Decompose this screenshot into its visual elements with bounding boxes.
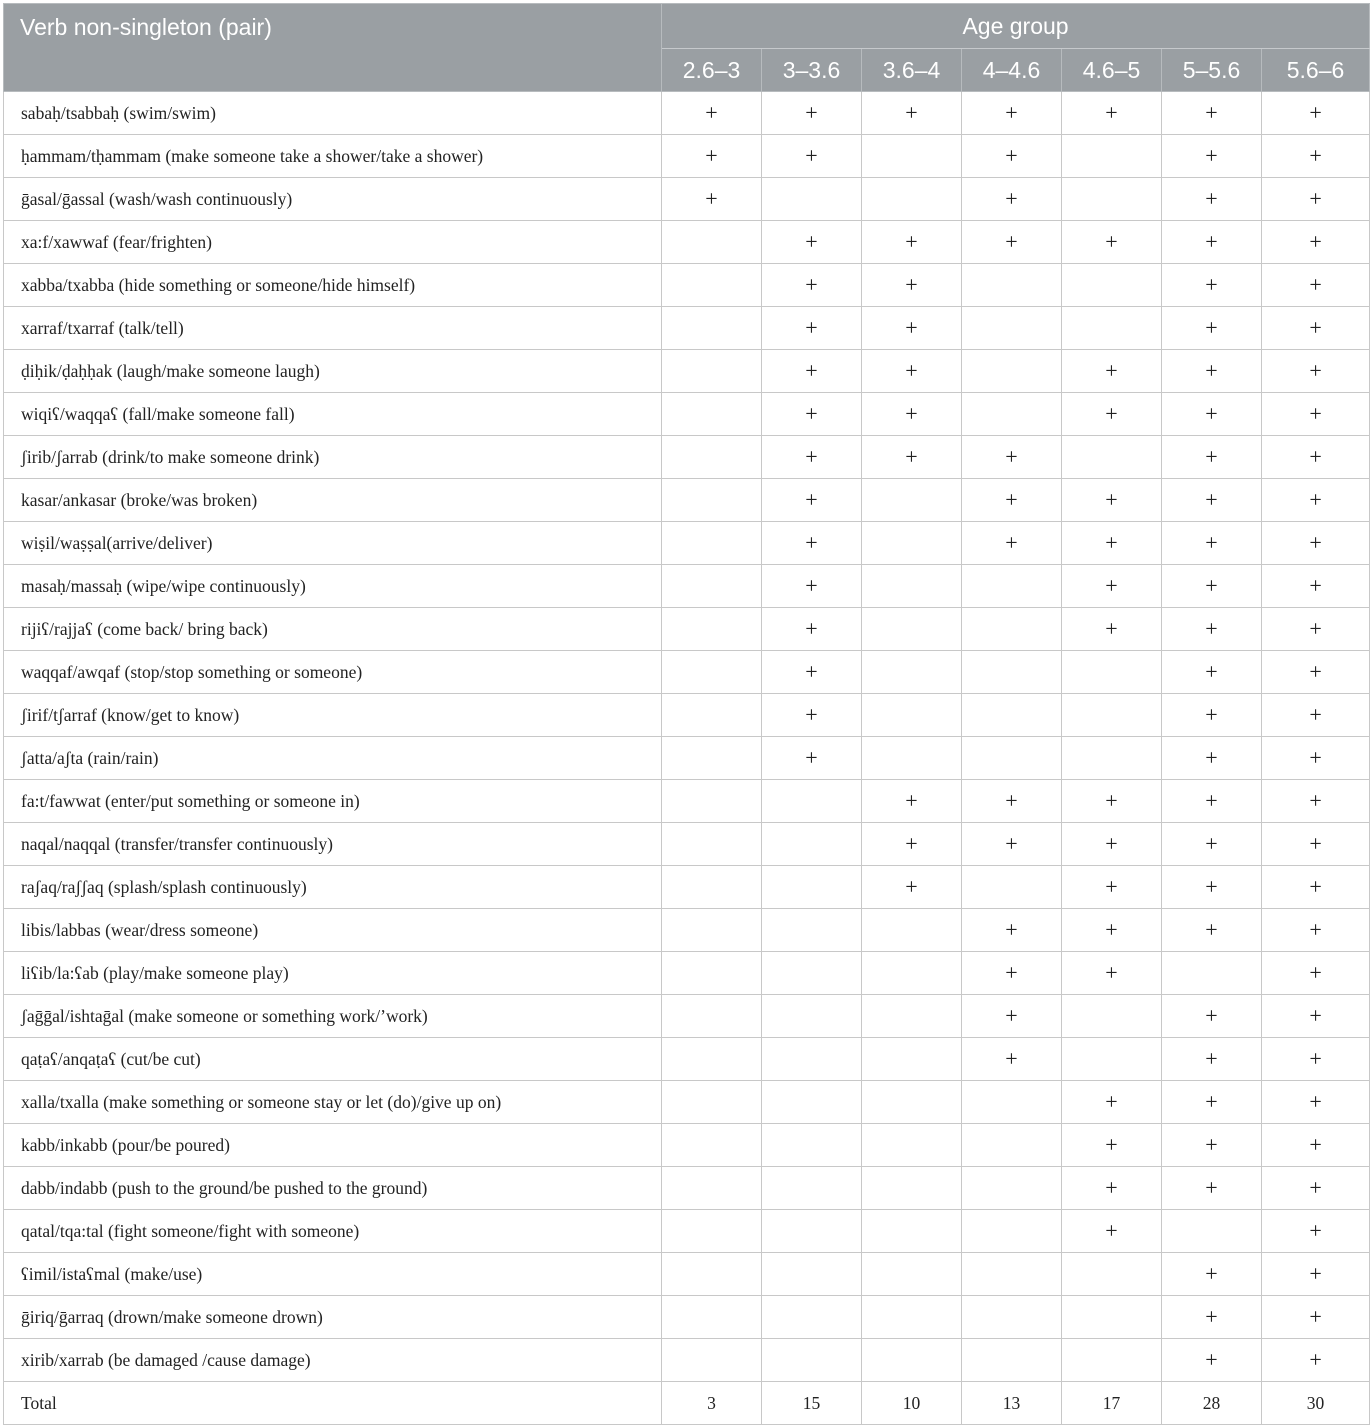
age-mark-cell: + xyxy=(962,522,1062,565)
age-mark-cell: + xyxy=(1162,866,1262,909)
age-mark-cell xyxy=(662,909,762,952)
age-mark-cell: + xyxy=(862,92,962,135)
table-row xyxy=(4,393,1370,436)
table-row xyxy=(4,737,1370,780)
age-mark-cell xyxy=(862,565,962,608)
age-mark-cell: + xyxy=(862,393,962,436)
age-mark-cell: + xyxy=(1162,522,1262,565)
age-mark-cell xyxy=(662,565,762,608)
age-mark-cell: + xyxy=(1062,221,1162,264)
verb-pair-cell: naqal/naqqal (transfer/transfer continuously) xyxy=(4,823,662,866)
age-mark-cell xyxy=(862,694,962,737)
age-mark-cell: + xyxy=(762,264,862,307)
age-mark-cell: + xyxy=(762,694,862,737)
age-mark-cell xyxy=(1062,178,1162,221)
age-mark-cell: + xyxy=(662,178,762,221)
age-mark-cell: + xyxy=(1262,1081,1370,1124)
verb-pair-cell: xalla/txalla (make something or someone stay or let (do)/give up on) xyxy=(4,1081,662,1124)
age-mark-cell: + xyxy=(1262,608,1370,651)
age-mark-cell: + xyxy=(1162,651,1262,694)
verb-pair-cell: qatal/tqa:tal (fight someone/fight with someone) xyxy=(4,1210,662,1253)
verb-pair-cell: kabb/inkabb (pour/be poured) xyxy=(4,1124,662,1167)
age-mark-cell: + xyxy=(962,909,1062,952)
age-mark-cell: + xyxy=(1262,909,1370,952)
age-mark-cell: + xyxy=(862,221,962,264)
age-mark-cell xyxy=(1062,1253,1162,1296)
age-mark-cell xyxy=(662,479,762,522)
age-mark-cell: + xyxy=(1262,1167,1370,1210)
table-row xyxy=(4,436,1370,479)
age-mark-cell xyxy=(862,1210,962,1253)
total-value-cell: 13 xyxy=(962,1382,1062,1425)
age-mark-cell xyxy=(962,350,1062,393)
age-mark-cell: + xyxy=(1062,608,1162,651)
table-row xyxy=(4,307,1370,350)
age-mark-cell xyxy=(1062,436,1162,479)
age-mark-cell xyxy=(662,1253,762,1296)
age-mark-cell: + xyxy=(862,823,962,866)
total-value-cell: 15 xyxy=(762,1382,862,1425)
age-mark-cell: + xyxy=(1062,479,1162,522)
age-mark-cell xyxy=(962,1339,1062,1382)
age-mark-cell: + xyxy=(962,823,1062,866)
age-mark-cell xyxy=(662,651,762,694)
age-mark-cell: + xyxy=(962,178,1062,221)
verb-pair-cell: ḡiriq/ḡarraq (drown/make someone drown) xyxy=(4,1296,662,1339)
age-mark-cell xyxy=(862,479,962,522)
age-mark-cell: + xyxy=(862,436,962,479)
age-mark-cell xyxy=(962,1124,1062,1167)
age-mark-cell: + xyxy=(962,221,1062,264)
table-row xyxy=(4,995,1370,1038)
age-mark-cell xyxy=(862,1038,962,1081)
age-mark-cell xyxy=(662,522,762,565)
age-mark-cell xyxy=(662,1339,762,1382)
table-row xyxy=(4,1167,1370,1210)
age-mark-cell xyxy=(762,1253,862,1296)
table-row xyxy=(4,135,1370,178)
total-value-cell: 10 xyxy=(862,1382,962,1425)
age-column-header: 3.6–4 xyxy=(862,49,962,92)
table-row xyxy=(4,780,1370,823)
age-column-header: 5.6–6 xyxy=(1262,49,1370,92)
table-row xyxy=(4,522,1370,565)
age-mark-cell: + xyxy=(762,737,862,780)
age-mark-cell: + xyxy=(762,350,862,393)
age-column-header: 2.6–3 xyxy=(662,49,762,92)
table-row xyxy=(4,866,1370,909)
age-mark-cell: + xyxy=(1162,1081,1262,1124)
age-mark-cell: + xyxy=(1262,1124,1370,1167)
table-row xyxy=(4,479,1370,522)
age-mark-cell xyxy=(962,737,1062,780)
age-mark-cell xyxy=(762,178,862,221)
age-mark-cell: + xyxy=(762,393,862,436)
age-mark-cell xyxy=(962,1296,1062,1339)
age-mark-cell: + xyxy=(762,651,862,694)
verb-pair-cell: ḡasal/ḡassal (wash/wash continuously) xyxy=(4,178,662,221)
age-mark-cell: + xyxy=(1162,221,1262,264)
age-mark-cell xyxy=(762,1339,862,1382)
age-mark-cell: + xyxy=(1262,1339,1370,1382)
verb-pair-cell: fa:t/fawwat (enter/put something or someone in) xyxy=(4,780,662,823)
verb-pair-cell: dabb/indabb (push to the ground/be pushed to the ground) xyxy=(4,1167,662,1210)
age-mark-cell: + xyxy=(1262,995,1370,1038)
age-mark-cell: + xyxy=(962,780,1062,823)
age-mark-cell xyxy=(762,1124,862,1167)
age-mark-cell xyxy=(862,178,962,221)
age-mark-cell xyxy=(1062,694,1162,737)
age-mark-cell: + xyxy=(1062,823,1162,866)
age-mark-cell: + xyxy=(762,565,862,608)
age-mark-cell: + xyxy=(1262,694,1370,737)
age-mark-cell xyxy=(762,952,862,995)
age-mark-cell xyxy=(1062,307,1162,350)
age-mark-cell: + xyxy=(1162,565,1262,608)
age-mark-cell: + xyxy=(762,436,862,479)
table-header xyxy=(4,4,1370,92)
total-row xyxy=(4,1382,1370,1425)
age-mark-cell: + xyxy=(662,135,762,178)
age-mark-cell: + xyxy=(1262,135,1370,178)
age-mark-cell: + xyxy=(1262,780,1370,823)
verb-pair-cell: xirib/xarrab (be damaged /cause damage) xyxy=(4,1339,662,1382)
table-row xyxy=(4,1081,1370,1124)
verb-pair-cell: ḍiḥik/ḍaḥḥak (laugh/make someone laugh) xyxy=(4,350,662,393)
table-row xyxy=(4,952,1370,995)
age-mark-cell xyxy=(662,694,762,737)
age-mark-cell: + xyxy=(1262,952,1370,995)
age-mark-cell xyxy=(1062,1296,1162,1339)
verb-pair-cell: ʃirif/tʃarraf (know/get to know) xyxy=(4,694,662,737)
age-mark-cell xyxy=(662,995,762,1038)
verb-pair-cell: ʃirib/ʃarrab (drink/to make someone drink) xyxy=(4,436,662,479)
total-value-cell: 30 xyxy=(1262,1382,1370,1425)
age-mark-cell: + xyxy=(1062,780,1162,823)
table-row xyxy=(4,823,1370,866)
age-mark-cell xyxy=(862,995,962,1038)
age-mark-cell xyxy=(862,1167,962,1210)
age-mark-cell xyxy=(662,608,762,651)
table-row xyxy=(4,92,1370,135)
age-mark-cell xyxy=(662,1296,762,1339)
age-mark-cell xyxy=(962,565,1062,608)
age-mark-cell: + xyxy=(862,866,962,909)
age-mark-cell: + xyxy=(1162,694,1262,737)
table-row xyxy=(4,1210,1370,1253)
age-mark-cell xyxy=(962,307,1062,350)
age-mark-cell xyxy=(862,737,962,780)
age-mark-cell xyxy=(862,608,962,651)
age-mark-cell: + xyxy=(1262,350,1370,393)
age-mark-cell: + xyxy=(1162,823,1262,866)
age-mark-cell: + xyxy=(1262,866,1370,909)
age-mark-cell: + xyxy=(1162,307,1262,350)
age-mark-cell xyxy=(762,823,862,866)
verb-pair-cell: waqqaf/awqaf (stop/stop something or someone) xyxy=(4,651,662,694)
age-mark-cell: + xyxy=(962,92,1062,135)
age-mark-cell: + xyxy=(1262,221,1370,264)
age-mark-cell xyxy=(862,1339,962,1382)
age-mark-cell xyxy=(762,1296,862,1339)
total-value-cell: 17 xyxy=(1062,1382,1162,1425)
age-mark-cell: + xyxy=(1262,1210,1370,1253)
age-column-header: 4–4.6 xyxy=(962,49,1062,92)
age-mark-cell: + xyxy=(762,522,862,565)
age-mark-cell: + xyxy=(1262,823,1370,866)
age-mark-cell: + xyxy=(662,92,762,135)
age-mark-cell: + xyxy=(1062,522,1162,565)
verb-pair-cell: sabaḥ/tsabbaḥ (swim/swim) xyxy=(4,92,662,135)
verb-age-table xyxy=(3,3,1370,1425)
table-row xyxy=(4,178,1370,221)
age-mark-cell: + xyxy=(1062,909,1162,952)
table-row xyxy=(4,608,1370,651)
age-mark-cell: + xyxy=(1062,952,1162,995)
age-mark-cell xyxy=(862,1296,962,1339)
age-mark-cell: + xyxy=(962,995,1062,1038)
age-mark-cell: + xyxy=(1162,737,1262,780)
age-mark-cell xyxy=(862,909,962,952)
age-mark-cell: + xyxy=(1262,1296,1370,1339)
age-mark-cell: + xyxy=(862,780,962,823)
age-mark-cell: + xyxy=(1162,1038,1262,1081)
verb-pair-cell: ʃatta/aʃta (rain/rain) xyxy=(4,737,662,780)
verb-pair-cell: masaḥ/massaḥ (wipe/wipe continuously) xyxy=(4,565,662,608)
age-mark-cell xyxy=(962,1167,1062,1210)
age-mark-cell: + xyxy=(1262,522,1370,565)
verb-pair-cell: xabba/txabba (hide something or someone/hide himself) xyxy=(4,264,662,307)
age-column-header: 4.6–5 xyxy=(1062,49,1162,92)
age-group-header: Age group xyxy=(662,4,1370,49)
age-mark-cell: + xyxy=(1262,1038,1370,1081)
age-mark-cell: + xyxy=(962,952,1062,995)
age-mark-cell: + xyxy=(1062,1167,1162,1210)
age-mark-cell xyxy=(1062,135,1162,178)
age-mark-cell xyxy=(762,1038,862,1081)
verb-column-header: Verb non-singleton (pair) xyxy=(4,4,662,92)
age-mark-cell: + xyxy=(1162,1124,1262,1167)
age-mark-cell: + xyxy=(1062,866,1162,909)
age-mark-cell: + xyxy=(962,1038,1062,1081)
total-value-cell: 3 xyxy=(662,1382,762,1425)
age-mark-cell: + xyxy=(1162,393,1262,436)
table-row xyxy=(4,1038,1370,1081)
age-mark-cell xyxy=(662,307,762,350)
age-mark-cell xyxy=(962,393,1062,436)
age-mark-cell xyxy=(862,1081,962,1124)
age-mark-cell: + xyxy=(762,307,862,350)
age-mark-cell: + xyxy=(1162,350,1262,393)
age-mark-cell xyxy=(862,1124,962,1167)
verb-pair-cell: libis/labbas (wear/dress someone) xyxy=(4,909,662,952)
verb-pair-cell: liʕib/la:ʕab (play/make someone play) xyxy=(4,952,662,995)
age-mark-cell: + xyxy=(1262,737,1370,780)
table-row xyxy=(4,1124,1370,1167)
age-mark-cell xyxy=(662,1081,762,1124)
age-mark-cell xyxy=(962,866,1062,909)
verb-pair-cell: kasar/ankasar (broke/was broken) xyxy=(4,479,662,522)
age-mark-cell: + xyxy=(1062,1210,1162,1253)
age-mark-cell: + xyxy=(1262,565,1370,608)
age-mark-cell: + xyxy=(1262,92,1370,135)
age-mark-cell xyxy=(962,264,1062,307)
age-mark-cell: + xyxy=(1162,780,1262,823)
age-mark-cell: + xyxy=(762,92,862,135)
age-mark-cell xyxy=(1062,1038,1162,1081)
age-mark-cell: + xyxy=(1262,393,1370,436)
age-mark-cell xyxy=(762,866,862,909)
age-mark-cell: + xyxy=(962,479,1062,522)
age-mark-cell: + xyxy=(1162,909,1262,952)
age-mark-cell xyxy=(1062,737,1162,780)
table-row xyxy=(4,694,1370,737)
table-body xyxy=(4,92,1370,1425)
age-mark-cell xyxy=(662,823,762,866)
table-row xyxy=(4,221,1370,264)
age-mark-cell: + xyxy=(962,135,1062,178)
age-mark-cell xyxy=(1062,1339,1162,1382)
age-mark-cell xyxy=(962,651,1062,694)
age-mark-cell xyxy=(762,1210,862,1253)
verb-pair-cell: wiqiʕ/waqqaʕ (fall/make someone fall) xyxy=(4,393,662,436)
age-mark-cell xyxy=(762,1167,862,1210)
table-row xyxy=(4,1253,1370,1296)
age-mark-cell xyxy=(662,393,762,436)
age-mark-cell: + xyxy=(1162,1253,1262,1296)
age-mark-cell xyxy=(762,909,862,952)
age-mark-cell xyxy=(1062,995,1162,1038)
age-mark-cell xyxy=(862,952,962,995)
age-mark-cell xyxy=(662,1124,762,1167)
age-mark-cell xyxy=(662,1038,762,1081)
age-mark-cell xyxy=(662,350,762,393)
verb-pair-cell: xarraf/txarraf (talk/tell) xyxy=(4,307,662,350)
age-mark-cell xyxy=(662,436,762,479)
age-mark-cell: + xyxy=(1162,1339,1262,1382)
table-row xyxy=(4,350,1370,393)
age-mark-cell xyxy=(1162,952,1262,995)
total-label: Total xyxy=(4,1382,662,1425)
age-column-header: 5–5.6 xyxy=(1162,49,1262,92)
total-value-cell: 28 xyxy=(1162,1382,1262,1425)
age-mark-cell: + xyxy=(762,135,862,178)
age-mark-cell xyxy=(862,651,962,694)
age-mark-cell: + xyxy=(862,350,962,393)
age-mark-cell: + xyxy=(762,608,862,651)
age-mark-cell: + xyxy=(1062,565,1162,608)
age-mark-cell xyxy=(862,522,962,565)
verb-pair-cell: ʃaḡḡal/ishtaḡal (make someone or something work/’work) xyxy=(4,995,662,1038)
table-row xyxy=(4,565,1370,608)
age-mark-cell: + xyxy=(1262,479,1370,522)
age-mark-cell: + xyxy=(1162,608,1262,651)
age-mark-cell: + xyxy=(1162,1167,1262,1210)
table-row xyxy=(4,909,1370,952)
verb-pair-cell: raʃaq/raʃʃaq (splash/splash continuously) xyxy=(4,866,662,909)
age-mark-cell xyxy=(662,1210,762,1253)
age-mark-cell: + xyxy=(1262,178,1370,221)
age-mark-cell: + xyxy=(1162,92,1262,135)
age-mark-cell: + xyxy=(1262,307,1370,350)
age-mark-cell: + xyxy=(762,479,862,522)
age-mark-cell xyxy=(1062,264,1162,307)
age-mark-cell: + xyxy=(1062,1081,1162,1124)
age-mark-cell xyxy=(662,221,762,264)
table-row xyxy=(4,1339,1370,1382)
age-mark-cell xyxy=(662,264,762,307)
age-mark-cell xyxy=(762,1081,862,1124)
table-row xyxy=(4,1296,1370,1339)
age-mark-cell xyxy=(962,694,1062,737)
age-mark-cell xyxy=(762,995,862,1038)
age-mark-cell: + xyxy=(762,221,862,264)
age-mark-cell xyxy=(662,737,762,780)
age-mark-cell: + xyxy=(1062,393,1162,436)
age-mark-cell xyxy=(962,608,1062,651)
age-column-header: 3–3.6 xyxy=(762,49,862,92)
age-mark-cell xyxy=(662,780,762,823)
age-mark-cell: + xyxy=(1162,479,1262,522)
age-mark-cell xyxy=(662,1167,762,1210)
age-mark-cell: + xyxy=(1162,436,1262,479)
age-mark-cell xyxy=(862,135,962,178)
age-mark-cell: + xyxy=(1162,1296,1262,1339)
age-mark-cell: + xyxy=(1162,995,1262,1038)
verb-pair-cell: ʕimil/istaʕmal (make/use) xyxy=(4,1253,662,1296)
verb-pair-cell: qaṭaʕ/anqaṭaʕ (cut/be cut) xyxy=(4,1038,662,1081)
table-row xyxy=(4,651,1370,694)
age-mark-cell: + xyxy=(1162,178,1262,221)
age-mark-cell xyxy=(962,1081,1062,1124)
age-mark-cell: + xyxy=(962,436,1062,479)
age-mark-cell: + xyxy=(1062,92,1162,135)
verb-pair-cell: ḥammam/tḥammam (make someone take a shower/take a shower) xyxy=(4,135,662,178)
age-mark-cell xyxy=(962,1253,1062,1296)
age-mark-cell: + xyxy=(1262,651,1370,694)
age-mark-cell: + xyxy=(1162,264,1262,307)
age-mark-cell xyxy=(1162,1210,1262,1253)
verb-pair-cell: xa:f/xawwaf (fear/frighten) xyxy=(4,221,662,264)
age-mark-cell: + xyxy=(1162,135,1262,178)
age-mark-cell: + xyxy=(1262,436,1370,479)
age-mark-cell: + xyxy=(1062,1124,1162,1167)
verb-pair-cell: rijiʕ/rajjaʕ (come back/ bring back) xyxy=(4,608,662,651)
age-mark-cell: + xyxy=(862,307,962,350)
age-mark-cell: + xyxy=(1262,264,1370,307)
age-mark-cell xyxy=(962,1210,1062,1253)
age-mark-cell xyxy=(762,780,862,823)
verb-pair-cell: wiṣil/waṣṣal(arrive/deliver) xyxy=(4,522,662,565)
table-row xyxy=(4,264,1370,307)
age-mark-cell: + xyxy=(1262,1253,1370,1296)
age-mark-cell xyxy=(862,1253,962,1296)
age-mark-cell xyxy=(662,866,762,909)
age-mark-cell xyxy=(1062,651,1162,694)
age-mark-cell: + xyxy=(1062,350,1162,393)
age-mark-cell xyxy=(662,952,762,995)
age-mark-cell: + xyxy=(862,264,962,307)
